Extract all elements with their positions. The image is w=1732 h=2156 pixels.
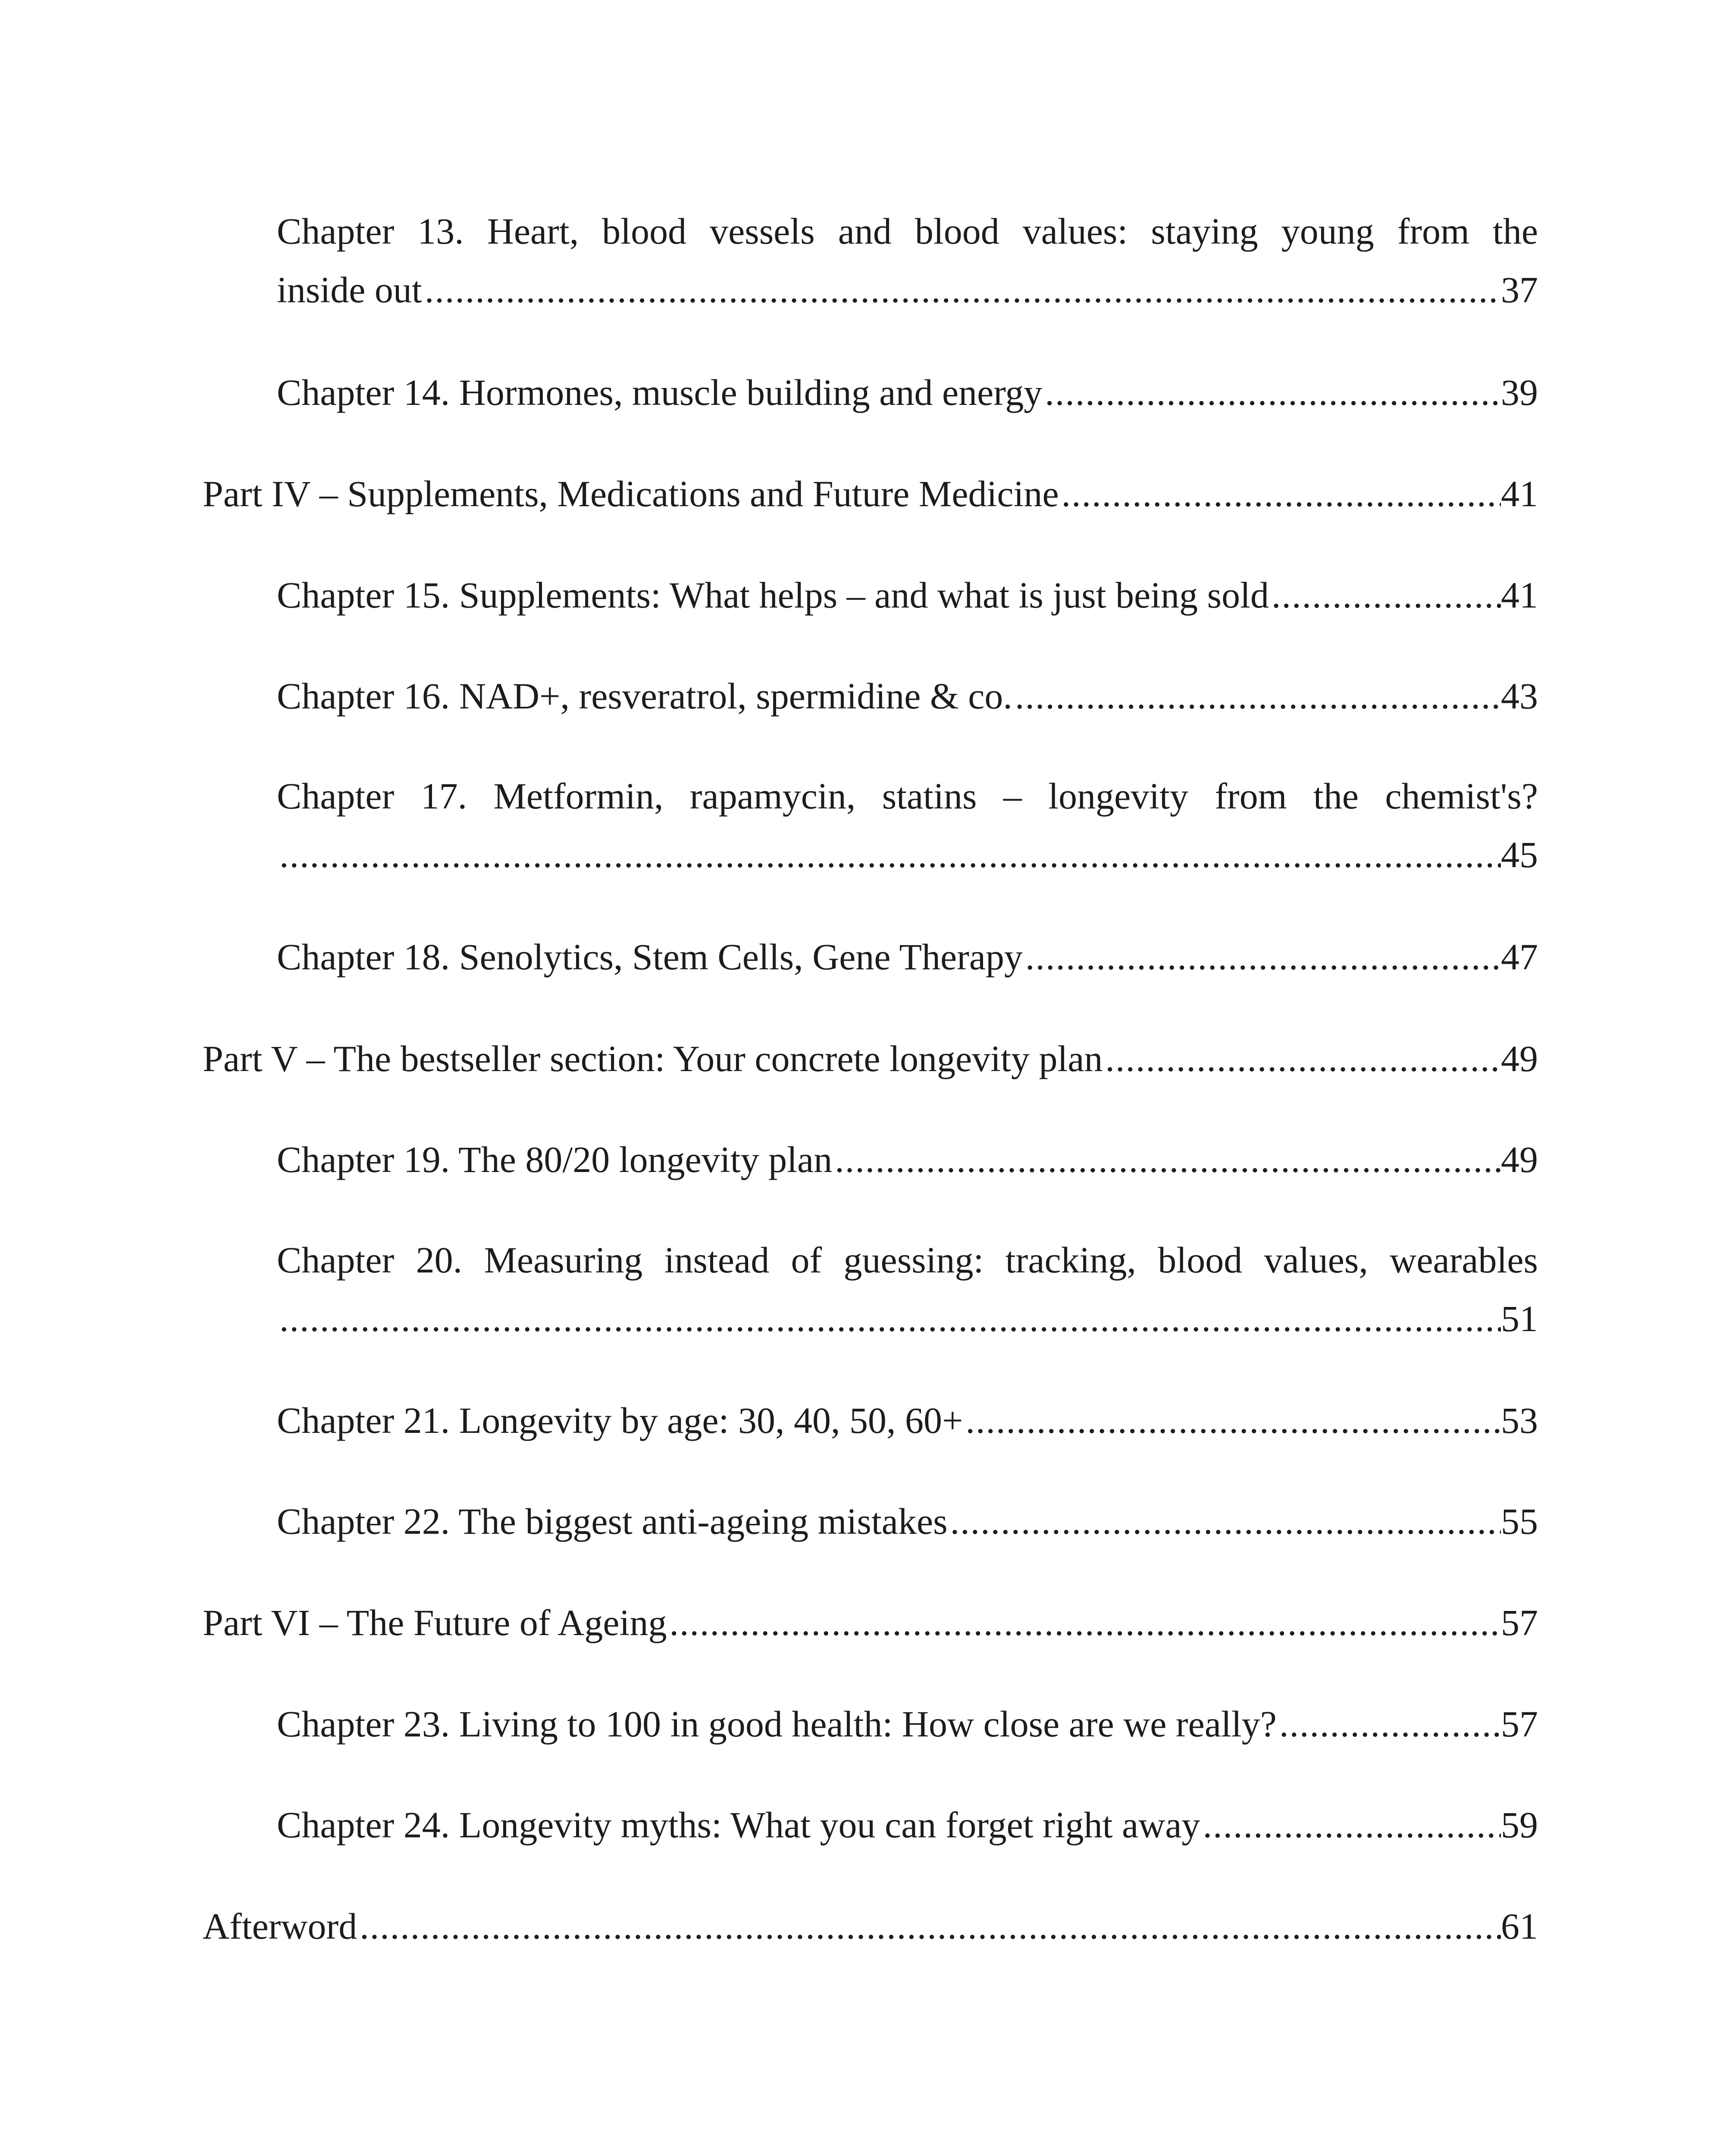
dot-leader	[948, 1492, 1501, 1551]
toc-entry-chapter-16	[277, 667, 1538, 725]
toc-entry-title: Chapter 24. Longevity myths: What you can forget right away	[277, 1804, 1200, 1846]
toc-entry-title: Chapter 21. Longevity by age: 30, 40, 50, 60+	[277, 1400, 963, 1441]
toc-page-number: 57	[1501, 1602, 1538, 1643]
toc-page-number: 41	[1501, 574, 1538, 616]
toc-entry-chapter-13	[277, 202, 1538, 319]
toc-entry-title-line: Chapter 20. Measuring instead of guessing: tracking, blood values, wearables	[277, 1239, 1538, 1281]
dot-leader	[1023, 928, 1501, 986]
toc-entry-part-vi	[203, 1593, 1538, 1652]
toc-page-number: 49	[1501, 1038, 1538, 1079]
dot-leader	[357, 1897, 1501, 1955]
toc-page-number: 55	[1501, 1501, 1538, 1542]
toc-entry-title: Chapter 15. Supplements: What helps – and what is just being sold	[277, 574, 1269, 616]
toc-entry-title: Chapter 22. The biggest anti-ageing mistakes	[277, 1501, 948, 1542]
toc-entry-title: Chapter 14. Hormones, muscle building and energy	[277, 372, 1043, 413]
toc-entry-title-line: Chapter 17. Metformin, rapamycin, statins – longevity from the chemist's?	[277, 775, 1538, 817]
toc-page-number: 51	[1501, 1298, 1538, 1339]
toc-page-number: 39	[1501, 372, 1538, 413]
dot-leader	[832, 1130, 1501, 1189]
dot-leader	[1042, 363, 1501, 422]
toc-entry-chapter-24	[277, 1796, 1538, 1854]
dot-leader	[1059, 464, 1501, 523]
toc-entry-title: Part V – The bestseller section: Your concrete longevity plan	[203, 1038, 1103, 1079]
toc-page-number: 47	[1501, 936, 1538, 978]
toc-entry-chapter-15	[277, 566, 1538, 624]
toc-page-number: 53	[1501, 1400, 1538, 1441]
dot-leader	[422, 260, 1501, 319]
toc-entry-part-v	[203, 1029, 1538, 1088]
dot-leader	[1200, 1796, 1501, 1854]
toc-entry-chapter-22	[277, 1492, 1538, 1551]
toc-entry-title: Chapter 19. The 80/20 longevity plan	[277, 1139, 833, 1180]
toc-entry-afterword	[203, 1897, 1538, 1955]
dot-leader	[277, 1289, 1501, 1348]
dot-leader	[1277, 1695, 1501, 1753]
toc-page-number: 59	[1501, 1804, 1538, 1846]
toc-entry-chapter-20	[277, 1231, 1538, 1348]
toc-entry-title: Part IV – Supplements, Medications and Future Medicine	[203, 473, 1059, 514]
toc-entry-chapter-19	[277, 1130, 1538, 1189]
toc-page-number: 37	[1501, 269, 1538, 310]
toc-page-number: 49	[1501, 1139, 1538, 1180]
dot-leader	[963, 1391, 1501, 1450]
dot-leader	[277, 825, 1501, 884]
toc-entry-chapter-21	[277, 1391, 1538, 1450]
toc-entry-title-line: Chapter 13. Heart, blood vessels and blood values: staying young from the	[277, 210, 1538, 252]
dot-leader	[1103, 1029, 1501, 1088]
toc-entry-chapter-14	[277, 363, 1538, 422]
dot-leader	[1269, 566, 1501, 624]
toc-page-number: 61	[1501, 1905, 1538, 1947]
dot-leader	[1012, 667, 1501, 725]
toc-entry-title: Part VI – The Future of Ageing	[203, 1602, 667, 1643]
toc-entry-chapter-18	[277, 928, 1538, 986]
toc-entry-title: Chapter 16. NAD+, resveratrol, spermidine & co.	[277, 675, 1012, 717]
dot-leader	[667, 1593, 1501, 1652]
toc-page-number: 45	[1501, 834, 1538, 875]
toc-page-number: 43	[1501, 675, 1538, 717]
toc-entry-title: Chapter 23. Living to 100 in good health: How close are we really?	[277, 1703, 1277, 1745]
toc-entry-chapter-17	[277, 767, 1538, 884]
toc-entry-part-iv	[203, 464, 1538, 523]
toc-entry-chapter-23	[277, 1695, 1538, 1753]
toc-entry-title: Chapter 18. Senolytics, Stem Cells, Gene Therapy	[277, 936, 1023, 978]
toc-page-number: 57	[1501, 1703, 1538, 1745]
toc-entry-title: inside out	[277, 269, 422, 310]
toc-entry-title: Afterword	[203, 1905, 357, 1947]
toc-page-number: 41	[1501, 473, 1538, 514]
